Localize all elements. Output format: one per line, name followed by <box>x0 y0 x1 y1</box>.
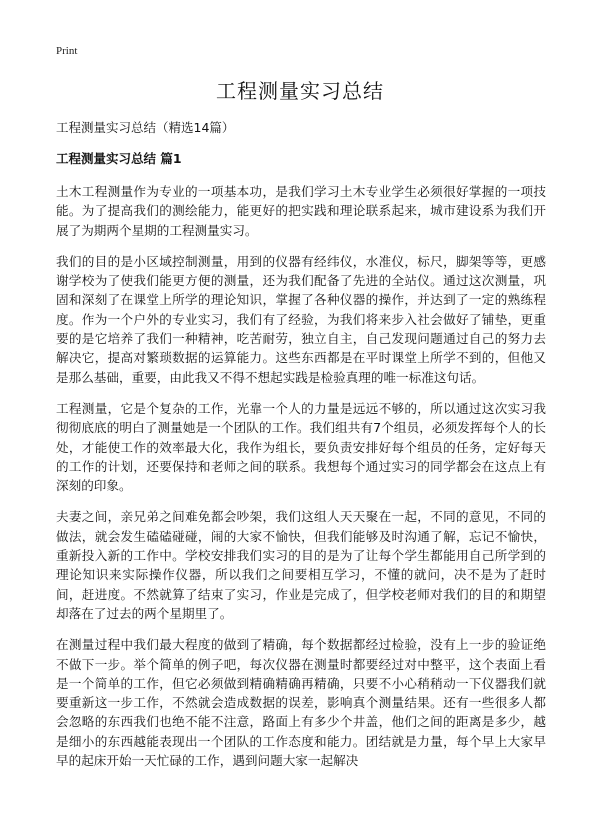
print-label: Print <box>56 45 78 57</box>
document-body <box>56 182 546 782</box>
paragraph-2: 我们的目的是小区域控制测量，用到的仪器有经纬仪，水准仪，标尺，脚架等等，更感谢学校为了使我们能更方便的测量，还为我们配备了先进的全站仪。通过这次测量，巩固和深刻了在课堂上所学的理论知识，掌握了各种仪器的操作，并达到了一定的熟练程度。作为一个户外的专业实习，我们有了经验，为我们将来步入社会做好了铺垫，更重要的是它培养了我们一种精神，吃苦耐劳，独立自主，自己发现问题通过自己的努力去解决它，提高对繁琐数据的运算能力。这些东西都是在平时课堂上所学不到的，但他又是那么基础，重要，由此我又不得不想起实践是检验真理的唯一标准这句话。 <box>56 253 546 385</box>
paragraph-3: 工程测量，它是个复杂的工作，光靠一个人的力量是远远不够的，所以通过这次实习我彻彻底底的明白了测量她是一个团队的工作。我们组共有7个组员，必须发挥每个人的长处，才能使工作的效率最大化，我作为组长，要负责安排好每个组员的任务，定好每天的工作的计划，还要保持和老师之间的联系。我想每个通过实习的同学都会在这点上有深刻的印象。 <box>56 400 546 494</box>
document-subtitle: 工程测量实习总结（精选14篇） <box>56 120 235 135</box>
page-title: 工程测量实习总结 <box>216 79 384 103</box>
paragraph-5: 在测量过程中我们最大程度的做到了精确，每个数据都经过检验，没有上一步的验证绝不做下一步。举个简单的例子吧，每次仪器在测量时都要经过对中整平，这个表面上看是一个简单的工作，但它必须做到精确精确再精确，只要不小心稍稍动一下仪器我们就要重新这一步工作，不然就会造成数据的误差，影响真个测量结果。还有一些很多人都会忽略的东西我们也绝不能不注意，路面上有多少个井盖，他们之间的距离是多少，越是细小的东西越能表现出一个团队的工作态度和能力。团结就是力量，每个早上大家早早的起床开始一天忙碌的工作，遇到问题大家一起解决 <box>56 637 546 769</box>
section-heading: 工程测量实习总结 篇1 <box>56 151 182 166</box>
paragraph-4: 夫妻之间，亲兄弟之间难免都会吵架，我们这组人天天聚在一起，不同的意见，不同的做法，就会发生磕磕碰碰，闹的大家不愉快，但我们能够及时沟通了解，忘记不愉快，重新投入新的工作中。学校安排我们实习的目的是为了让每个学生都能用自己所学到的理论知识来实际操作仪器，所以我们之间要相互学习，不懂的就问，决不是为了赶时间，赶进度。不然就算了结束了实习，作业是完成了，但学校老师对我们的目的和期望却落在了过去的两个星期里了。 <box>56 509 546 621</box>
paragraph-1: 土木工程测量作为专业的一项基本功，是我们学习土木专业学生必须很好掌握的一项技能。为了提高我们的测绘能力，能更好的把实践和理论联系起来，城市建设系为我们开展了为期两个星期的工程测量实习。 <box>56 184 546 238</box>
